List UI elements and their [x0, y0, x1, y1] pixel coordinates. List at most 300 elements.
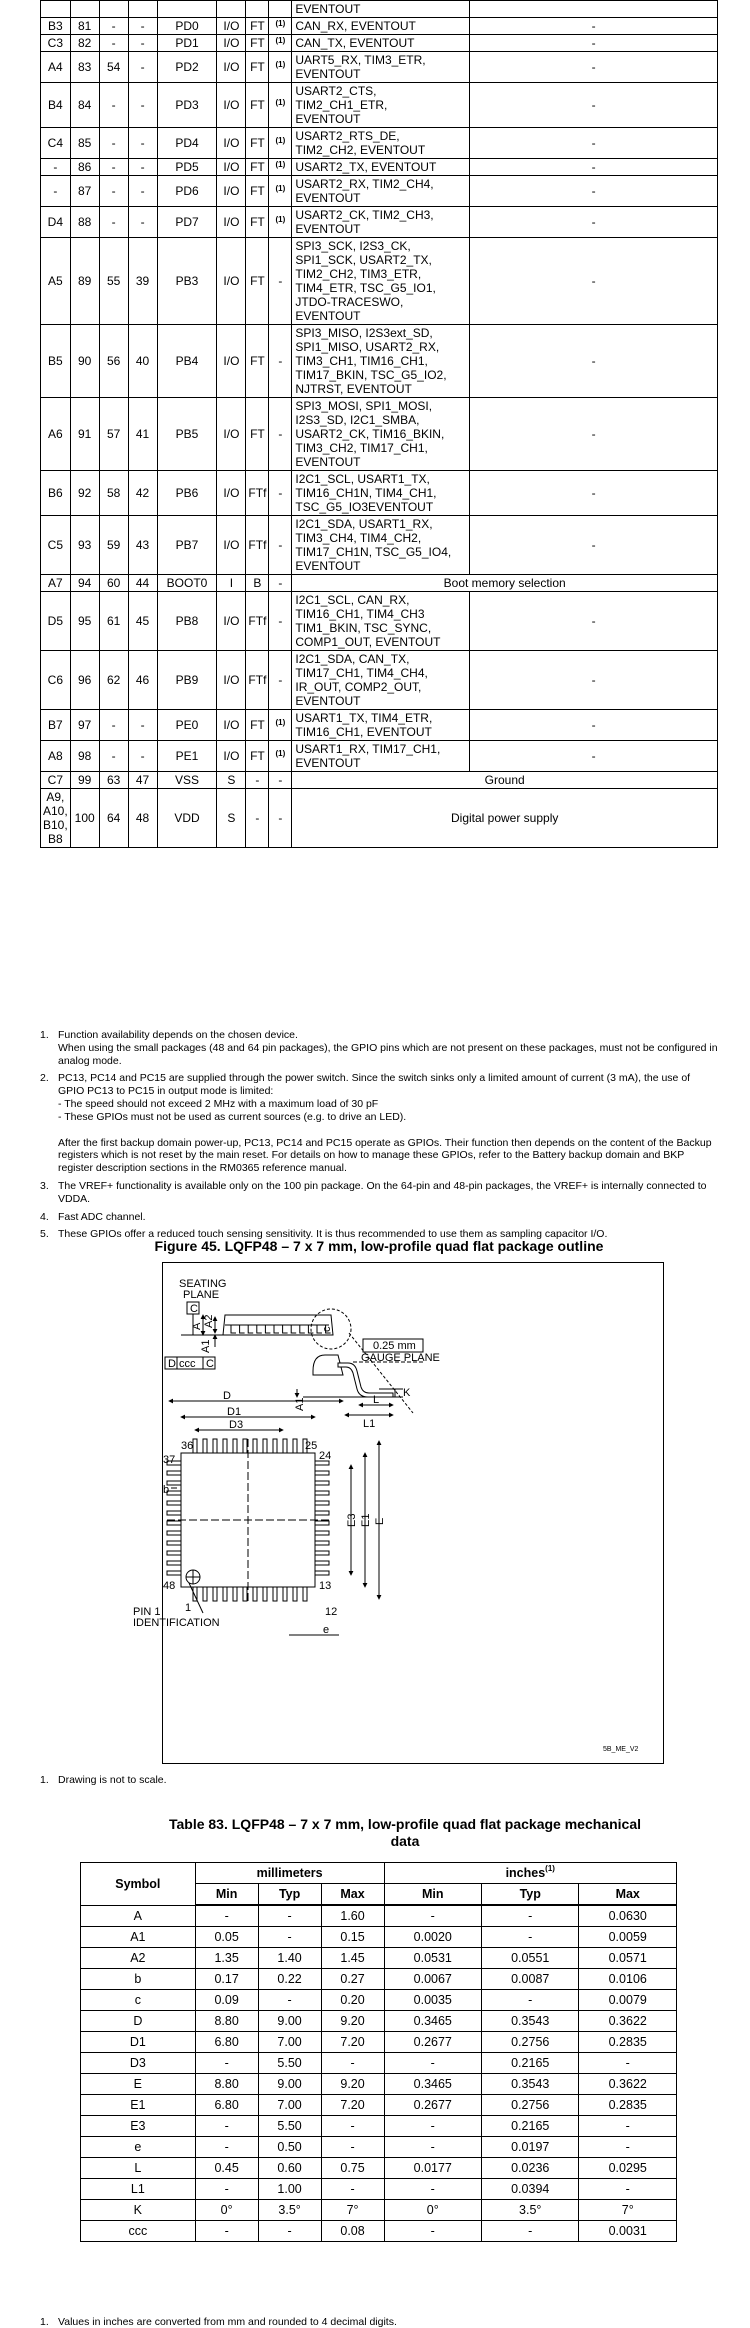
value-cell: - [384, 1905, 481, 1927]
value-cell: - [579, 2179, 677, 2200]
gauge-label-1: 0.25 mm [373, 1340, 416, 1352]
pin-cell-lqfp48: 39 [128, 238, 157, 325]
package-lead [303, 1587, 307, 1601]
pin-cell-ball: C6 [41, 651, 71, 710]
pin-additional-cell: - [470, 710, 718, 741]
value-cell: - [482, 2221, 579, 2242]
inch-header [384, 1863, 676, 1884]
package-lead [273, 1439, 277, 1453]
pin-functions-cell: EVENTOUT [292, 1, 470, 18]
package-lead [223, 1439, 227, 1453]
symbol-cell: e [81, 2137, 196, 2158]
symbol-cell: c [81, 1990, 196, 2011]
pin-cell-name: PB6 [157, 471, 217, 516]
pin-cell-ball: A8 [41, 741, 71, 772]
pin-functions-cell: I2C1_SCL, CAN_RX, TIM16_CH1, TIM4_CH3 TIM1_BKIN, TSC_SYNC, COMP1_OUT, EVENTOUT [292, 592, 470, 651]
dim-c: c [321, 1326, 333, 1332]
value-cell: 0.50 [258, 2137, 321, 2158]
value-cell: 0° [384, 2200, 481, 2221]
value-cell: 0.2835 [579, 2032, 677, 2053]
figure-note [40, 1774, 167, 1786]
value-cell: 9.00 [258, 2074, 321, 2095]
dim-E3: E3 [346, 1513, 358, 1527]
pin-functions-cell: SPI3_SCK, I2S3_CK, SPI1_SCK, USART2_TX, TIM2_CH2, TIM3_ETR, TIM4_ETR, TSC_G5_IO1, JTDO-TRACESWO, EVENTOUT [292, 238, 470, 325]
sub-header-typ: Typ [482, 1884, 579, 1906]
pin-cell-type: I/O [217, 176, 246, 207]
dim-A2: A2 [203, 1314, 215, 1328]
pin-cell-ball: C4 [41, 128, 71, 159]
value-cell: 0.2756 [482, 2095, 579, 2116]
value-cell: 0.0571 [579, 1948, 677, 1969]
pin-cell-ball: D5 [41, 592, 71, 651]
pin-cell-lqfp100: 81 [70, 18, 99, 35]
value-cell: 0.60 [258, 2158, 321, 2179]
pin-cell-type: I/O [217, 128, 246, 159]
pin-cell-io: FT [246, 398, 269, 471]
pin-cell-type: I/O [217, 710, 246, 741]
package-lead [167, 1471, 181, 1475]
mech-table-row [81, 2116, 677, 2137]
pin-cell-lqfp100: 89 [70, 238, 99, 325]
pin-cell-io: FTf [246, 516, 269, 575]
pin-table-row [41, 741, 718, 772]
gauge-label-2: GAUGE PLANE [361, 1352, 440, 1364]
dim-L: L [373, 1394, 380, 1406]
value-cell: 0.2677 [384, 2032, 481, 2053]
value-cell: - [321, 2053, 384, 2074]
pin-cell-name: PD6 [157, 176, 217, 207]
pin-additional-cell: - [470, 35, 718, 52]
pin-additional-cell: - [470, 398, 718, 471]
value-cell: - [195, 2179, 258, 2200]
value-cell: 0.0020 [384, 1927, 481, 1948]
mech-footnote-text: Values in inches are converted from mm and rounded to 4 decimal digits. [58, 2316, 397, 2328]
value-cell: 0.3465 [384, 2074, 481, 2095]
mech-table-row [81, 2095, 677, 2116]
package-lead [315, 1531, 329, 1535]
pin-cell-type: I/O [217, 159, 246, 176]
note-line: Fast ADC channel. [58, 1210, 146, 1223]
c-datum-box: C [190, 1303, 198, 1315]
pin-cell-type: I/O [217, 651, 246, 710]
pin-cell-lqfp100: 95 [70, 592, 99, 651]
package-lead [213, 1587, 217, 1601]
lqfp48-outline-svg [133, 1263, 663, 1763]
pin-cell-lqfp48: 45 [128, 592, 157, 651]
pin-cell-ball: - [41, 176, 71, 207]
ccc-label: ccc [179, 1358, 196, 1370]
drawing-code: 5B_ME_V2 [603, 1746, 639, 1753]
dim-D1: D1 [227, 1406, 242, 1418]
pin-cell-lqfp64: 59 [99, 516, 128, 575]
pin-cell-name: PE1 [157, 741, 217, 772]
pin-cell-lqfp100: 92 [70, 471, 99, 516]
pin-cell-ball: C3 [41, 35, 71, 52]
pin-cell-lqfp100: 100 [70, 789, 99, 848]
value-cell: 0.0087 [482, 1969, 579, 1990]
mech-table-row [81, 2053, 677, 2074]
pin-cell-lqfp64: 61 [99, 592, 128, 651]
package-lead [213, 1439, 217, 1453]
pin-cell-type: I/O [217, 35, 246, 52]
pin-cell-lqfp64: - [99, 83, 128, 128]
pin-cell-ball: A9, A10, B10, B8 [41, 789, 71, 848]
pin-cell-lqfp64: 57 [99, 398, 128, 471]
note-number: 3. [40, 1179, 49, 1192]
pin-cell-lqfp48: 46 [128, 651, 157, 710]
pin-cell-notes [269, 207, 292, 238]
mech-table-row [81, 2074, 677, 2095]
pin-cell-type: S [217, 772, 246, 789]
pin-cell-io: FT [246, 52, 269, 83]
pin-cell-ball: A6 [41, 398, 71, 471]
pin-cell-lqfp48: 43 [128, 516, 157, 575]
pin-table-row [41, 18, 718, 35]
value-cell: 1.00 [258, 2179, 321, 2200]
pin-48-label: 48 [163, 1580, 176, 1592]
pin-1-label: 1 [185, 1602, 192, 1614]
pin-cell-lqfp48: 41 [128, 398, 157, 471]
mech-table-row [81, 1927, 677, 1948]
pin-table-row [41, 651, 718, 710]
value-cell: 0.3622 [579, 2074, 677, 2095]
value-cell: 0.0394 [482, 2179, 579, 2200]
pin-table-row [41, 35, 718, 52]
pin-cell-lqfp64: 62 [99, 651, 128, 710]
pin-functions-cell: UART5_RX, TIM3_ETR, EVENTOUT [292, 52, 470, 83]
symbol-cell: L [81, 2158, 196, 2179]
package-lead [167, 1551, 181, 1555]
value-cell: 0.22 [258, 1969, 321, 1990]
pin-25-label: 25 [305, 1440, 318, 1452]
symbol-cell: E1 [81, 2095, 196, 2116]
value-cell: 0.0531 [384, 1948, 481, 1969]
seating-plane-label-1: SEATING [179, 1278, 227, 1290]
pin-cell-lqfp64: - [99, 176, 128, 207]
pin-cell-lqfp100: 98 [70, 741, 99, 772]
pin-functions-cell: USART1_RX, TIM17_CH1, EVENTOUT [292, 741, 470, 772]
value-cell: 0.05 [195, 1927, 258, 1948]
package-lead [315, 1571, 329, 1575]
dim-A: A [191, 1322, 203, 1330]
pin-cell-notes: - [269, 592, 292, 651]
pin-cell-lqfp64: 63 [99, 772, 128, 789]
pin-cell-notes [269, 128, 292, 159]
pin-cell-type: I [217, 575, 246, 592]
value-cell: - [195, 2137, 258, 2158]
package-lead [263, 1587, 267, 1601]
value-cell: 0.0630 [579, 1905, 677, 1927]
figure-note-text: Drawing is not to scale. [58, 1774, 167, 1786]
pin-note-ref: (1) [275, 98, 286, 107]
note-line: - These GPIOs must not be used as current sources (e.g. to drive an LED). [58, 1110, 407, 1123]
dim-e: e [323, 1624, 330, 1636]
value-cell: - [195, 2221, 258, 2242]
package-lead [193, 1439, 197, 1453]
note-line: After the first backup domain power-up, PC13, PC14 and PC15 operate as GPIOs. Their function then depends on the content of the Backup registers which is not reset by the main reset. For details on how to manage these GPIOs, refer to the Battery backup domain and BKP register description sections in the RM0365 reference manual. [58, 1136, 712, 1175]
pin-additional-cell: - [470, 592, 718, 651]
value-cell: 0.15 [321, 1927, 384, 1948]
value-cell: - [258, 2221, 321, 2242]
value-cell: 1.60 [321, 1905, 384, 1927]
pin-cell-lqfp48: - [128, 83, 157, 128]
pin-cell-type: I/O [217, 741, 246, 772]
value-cell: 5.50 [258, 2053, 321, 2074]
mech-table-row [81, 2179, 677, 2200]
pin-additional-cell: - [470, 741, 718, 772]
value-cell: - [384, 2221, 481, 2242]
value-cell: 0.0067 [384, 1969, 481, 1990]
mech-table-row [81, 2137, 677, 2158]
pin-description-cell: Boot memory selection [292, 575, 718, 592]
pin-cell-lqfp48: 47 [128, 772, 157, 789]
pin-cell-ball: C7 [41, 772, 71, 789]
mech-table-row [81, 1990, 677, 2011]
pin-cell-lqfp48: - [128, 35, 157, 52]
value-cell: 0.0031 [579, 2221, 677, 2242]
package-lead [315, 1501, 329, 1505]
note-number: 5. [40, 1228, 49, 1241]
pin-description-cell: Digital power supply [292, 789, 718, 848]
pin-cell-lqfp64: - [99, 207, 128, 238]
pin-table-row [41, 592, 718, 651]
pin-table-row [41, 325, 718, 398]
pin-cell-ball: A4 [41, 52, 71, 83]
pin-functions-cell: USART2_RX, TIM2_CH4, EVENTOUT [292, 176, 470, 207]
value-cell: 0.0295 [579, 2158, 677, 2179]
package-lead [273, 1587, 277, 1601]
pin-additional-cell: - [470, 516, 718, 575]
value-cell: - [321, 2116, 384, 2137]
value-cell: - [384, 2116, 481, 2137]
dim-K: K [403, 1387, 411, 1399]
package-lead [315, 1511, 329, 1515]
note-item [40, 1072, 718, 1175]
value-cell: 9.20 [321, 2074, 384, 2095]
symbol-cell: D [81, 2011, 196, 2032]
pin-cell-notes: - [269, 471, 292, 516]
pin-cell-type: I/O [217, 471, 246, 516]
pin-cell-lqfp100: 97 [70, 710, 99, 741]
pin-cell-ball: B3 [41, 18, 71, 35]
package-lead [243, 1587, 247, 1601]
pin-cell-io: FT [246, 238, 269, 325]
pin-cell-lqfp48: - [128, 741, 157, 772]
pin-cell-io: FT [246, 128, 269, 159]
pin-cell-io: FTf [246, 592, 269, 651]
pin-cell-io: FT [246, 325, 269, 398]
pin-cell-notes: - [269, 772, 292, 789]
note-number: 2. [40, 1072, 49, 1085]
pin-cell-notes [269, 159, 292, 176]
note-line: The VREF+ functionality is available only on the 100 pin package. On the 64-pin and 48-pin packages, the VREF+ is internally connected to VDDA. [58, 1179, 707, 1205]
package-lead [203, 1439, 207, 1453]
package-lead [167, 1531, 181, 1535]
value-cell: - [579, 2137, 677, 2158]
pin-cell-io: FT [246, 83, 269, 128]
pin-cell-type: S [217, 789, 246, 848]
pin-cell-lqfp48: 42 [128, 471, 157, 516]
mech-table-row [81, 1969, 677, 1990]
pin-description-cell: Ground [292, 772, 718, 789]
mech-table-row [81, 1905, 677, 1927]
pin-cell-type: I/O [217, 325, 246, 398]
pin-cell-io: - [246, 772, 269, 789]
value-cell: 0.09 [195, 1990, 258, 2011]
pin-note-ref: (1) [275, 60, 286, 69]
value-cell: 0.2677 [384, 2095, 481, 2116]
mech-table-row [81, 2221, 677, 2242]
package-lead [167, 1561, 181, 1565]
package-lead [253, 1587, 257, 1601]
pin-functions-cell: USART2_RTS_DE, TIM2_CH2, EVENTOUT [292, 128, 470, 159]
inch-header-text: inches [505, 1866, 546, 1880]
pin-cell-notes [269, 741, 292, 772]
value-cell: 0.3543 [482, 2011, 579, 2032]
pin-cell-lqfp100: 96 [70, 651, 99, 710]
value-cell: 0.20 [321, 1990, 384, 2011]
pin-note-ref: (1) [275, 184, 286, 193]
pin-note-ref: (1) [275, 749, 286, 758]
pin-cell-notes: - [269, 651, 292, 710]
pin-cell-io: FT [246, 176, 269, 207]
dim-E1: E1 [360, 1513, 372, 1527]
package-lead [167, 1571, 181, 1575]
pin-functions-cell: USART1_TX, TIM4_ETR, TIM16_CH1, EVENTOUT [292, 710, 470, 741]
value-cell: 0.0236 [482, 2158, 579, 2179]
value-cell: 0.08 [321, 2221, 384, 2242]
pin-cell-lqfp64: 55 [99, 238, 128, 325]
pin-cell-io: FTf [246, 471, 269, 516]
pin-cell-lqfp48: - [128, 176, 157, 207]
package-lead [233, 1587, 237, 1601]
pin-cell-notes [269, 83, 292, 128]
note-number: 1. [40, 1029, 49, 1041]
pin-note-ref: (1) [275, 215, 286, 224]
value-cell: 9.00 [258, 2011, 321, 2032]
note-line: These GPIOs offer a reduced touch sensing sensitivity. It is thus recommended to use them as sampling capacitor I/O. [58, 1228, 608, 1241]
pin-cell-lqfp100: 84 [70, 83, 99, 128]
value-cell: 7° [579, 2200, 677, 2221]
pin-cell-lqfp100: 83 [70, 52, 99, 83]
pin-cell-notes: - [269, 398, 292, 471]
pin-table-row [41, 176, 718, 207]
value-cell: - [384, 2053, 481, 2074]
package-lead [283, 1439, 287, 1453]
pin-cell-type: I/O [217, 207, 246, 238]
pin-cell-lqfp64: - [99, 710, 128, 741]
sub-header-max: Max [579, 1884, 677, 1906]
pin-cell-lqfp100: 91 [70, 398, 99, 471]
pin-cell-lqfp64: 56 [99, 325, 128, 398]
pin-13-label: 13 [319, 1580, 332, 1592]
symbol-cell: b [81, 1969, 196, 1990]
package-lead [315, 1491, 329, 1495]
pin-cell-lqfp64: - [99, 18, 128, 35]
note-item [40, 1029, 718, 1067]
value-cell: - [195, 2116, 258, 2137]
pin-table-row [41, 207, 718, 238]
value-cell: - [258, 1927, 321, 1948]
value-cell: 0.0035 [384, 1990, 481, 2011]
pin-cell-io: - [246, 789, 269, 848]
value-cell: 7.00 [258, 2095, 321, 2116]
pin-cell-name: PB7 [157, 516, 217, 575]
value-cell: 0.0106 [579, 1969, 677, 1990]
note-line: PC13, PC14 and PC15 are supplied through the power switch. Since the switch sinks only a limited amount of current (3 mA), the use of GPIO PC13 to PC15 in output mode is limited: [58, 1072, 691, 1098]
pin-table-row [41, 575, 718, 592]
symbol-cell: ccc [81, 2221, 196, 2242]
pin-cell-name: PE0 [157, 710, 217, 741]
pin-note-ref: (1) [275, 160, 286, 169]
pin-cell-name: BOOT0 [157, 575, 217, 592]
pin-cell-type: I/O [217, 52, 246, 83]
value-cell: 0.0197 [482, 2137, 579, 2158]
pin-additional-cell: - [470, 52, 718, 83]
pin-cell-type: I/O [217, 516, 246, 575]
pin-table-row [41, 398, 718, 471]
value-cell: 1.45 [321, 1948, 384, 1969]
mech-footnote-number: 1. [40, 2316, 49, 2328]
dim-E: E [374, 1517, 386, 1525]
pin-functions-cell: I2C1_SDA, CAN_TX, TIM17_CH1, TIM4_CH4, IR_OUT, COMP2_OUT, EVENTOUT [292, 651, 470, 710]
value-cell: 0.45 [195, 2158, 258, 2179]
sub-header-min: Min [384, 1884, 481, 1906]
pin-cell-name: PB5 [157, 398, 217, 471]
pin-table-row [41, 159, 718, 176]
value-cell: - [258, 1905, 321, 1927]
pin-functions-cell: USART2_CTS, TIM2_CH1_ETR, EVENTOUT [292, 83, 470, 128]
pin-functions-cell: SPI3_MISO, I2S3ext_SD, SPI1_MISO, USART2_RX, TIM3_CH1, TIM16_CH1, TIM17_BKIN, TSC_G5_IO2, NJTRST, EVENTOUT [292, 325, 470, 398]
pin-additional-cell: - [470, 176, 718, 207]
pin-cell-io: B [246, 575, 269, 592]
value-cell: - [482, 1990, 579, 2011]
pin-cell-name: PD5 [157, 159, 217, 176]
pin-cell-io: FT [246, 35, 269, 52]
pin-functions-cell: CAN_RX, EVENTOUT [292, 18, 470, 35]
sub-header-max: Max [321, 1884, 384, 1906]
pin-cell-lqfp100: 86 [70, 159, 99, 176]
symbol-cell: L1 [81, 2179, 196, 2200]
value-cell: 0.2756 [482, 2032, 579, 2053]
value-cell: 0° [195, 2200, 258, 2221]
symbol-cell: A1 [81, 1927, 196, 1948]
pin-cell-notes: - [269, 516, 292, 575]
pin-cell-notes: - [269, 575, 292, 592]
mech-table-title [150, 1816, 660, 1850]
pin-cell-lqfp48: - [128, 710, 157, 741]
pin-cell-name: VSS [157, 772, 217, 789]
pin-note-ref: (1) [275, 718, 286, 727]
pin-additional-cell: - [470, 18, 718, 35]
package-lead [315, 1481, 329, 1485]
note-item [40, 1211, 718, 1224]
pin-24-label: 24 [319, 1450, 332, 1462]
dim-b: b [163, 1484, 170, 1496]
value-cell: 0.3465 [384, 2011, 481, 2032]
pin-cell-io: FT [246, 710, 269, 741]
value-cell: - [384, 2137, 481, 2158]
pin-note-ref: (1) [275, 19, 286, 28]
pin-cell-lqfp100: 85 [70, 128, 99, 159]
value-cell: - [195, 1905, 258, 1927]
pin-additional-cell: - [470, 207, 718, 238]
pin-cell-ball: B7 [41, 710, 71, 741]
pin-cell-type: I/O [217, 18, 246, 35]
pin-cell-lqfp100: 93 [70, 516, 99, 575]
pin-cell-lqfp48: - [128, 159, 157, 176]
pin-table-row [41, 238, 718, 325]
